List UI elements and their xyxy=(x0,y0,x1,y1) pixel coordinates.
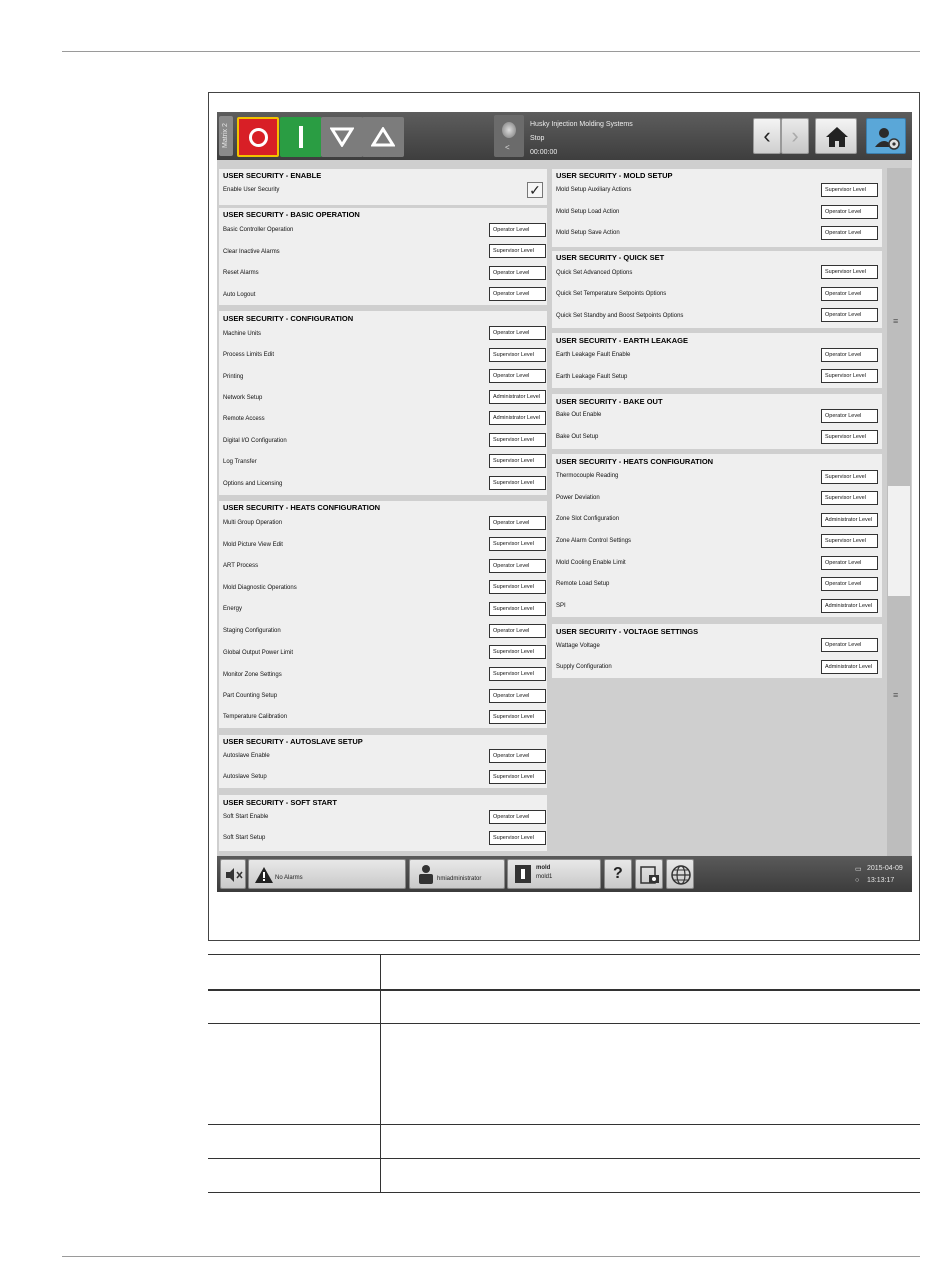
globe-icon xyxy=(667,860,695,890)
home-button[interactable] xyxy=(815,118,857,154)
section-title-voltage-settings: USER SECURITY - VOLTAGE SETTINGS xyxy=(556,627,699,636)
row-label: Autoslave Setup xyxy=(223,774,267,780)
mold-title-text: mold xyxy=(536,865,551,871)
section-title-autoslave-setup: USER SECURITY - AUTOSLAVE SETUP xyxy=(223,737,363,746)
current-user-text: hmiadministrator xyxy=(437,876,482,882)
level-select[interactable]: Administrator Level xyxy=(489,390,546,404)
row-label: Printing xyxy=(223,374,244,380)
page-footer-rule xyxy=(62,1256,920,1257)
row-label: Soft Start Setup xyxy=(223,835,266,841)
level-select[interactable]: Operator Level xyxy=(821,577,878,591)
level-select[interactable]: Supervisor Level xyxy=(489,770,546,784)
row-label: SPI xyxy=(556,603,566,609)
row-label: Bake Out Setup xyxy=(556,434,599,440)
row-label: Remote Load Setup xyxy=(556,581,610,587)
stop-icon xyxy=(249,128,268,147)
level-select[interactable]: Operator Level xyxy=(489,326,546,340)
table-row-rule xyxy=(208,1158,920,1159)
alarm-status-text: No Alarms xyxy=(275,875,303,881)
row-label: Zone Alarm Control Settings xyxy=(556,538,632,544)
chevron-right-icon: › xyxy=(791,123,799,148)
clock-icon: ○ xyxy=(855,877,860,884)
row-label: Temperature Calibration xyxy=(223,714,288,720)
level-select[interactable]: Supervisor Level xyxy=(489,580,546,594)
row-label: Clear Inactive Alarms xyxy=(223,249,280,255)
matrix-tab[interactable]: Matrix 2 xyxy=(219,116,233,156)
row-label: Bake Out Enable xyxy=(556,412,602,418)
level-select[interactable]: Operator Level xyxy=(821,226,878,240)
row-label: Mold Setup Save Action xyxy=(556,230,620,236)
table-bottom-rule xyxy=(208,1192,920,1193)
user-login-button[interactable] xyxy=(409,859,505,889)
row-label: Earth Leakage Fault Setup xyxy=(556,374,628,380)
row-label: Digital I/O Configuration xyxy=(223,438,287,444)
row-label: Quick Set Temperature Setpoints Options xyxy=(556,291,667,297)
section-title-soft-start: USER SECURITY - SOFT START xyxy=(223,798,337,807)
row-label: Network Setup xyxy=(223,395,263,401)
page-header-rule xyxy=(62,51,920,52)
level-select[interactable]: Supervisor Level xyxy=(489,348,546,362)
level-select[interactable]: Supervisor Level xyxy=(489,645,546,659)
table-column-divider xyxy=(380,954,381,1193)
row-label: Monitor Zone Settings xyxy=(223,672,282,678)
section-title-heats-configuration: USER SECURITY - HEATS CONFIGURATION xyxy=(223,503,381,512)
row-label: Mold Cooling Enable Limit xyxy=(556,560,626,566)
level-select[interactable]: Supervisor Level xyxy=(489,454,546,468)
mute-button[interactable] xyxy=(220,859,246,889)
mute-icon xyxy=(221,860,247,890)
level-select[interactable]: Administrator Level xyxy=(821,513,878,527)
level-select[interactable]: Supervisor Level xyxy=(489,602,546,616)
row-label: Process Limits Edit xyxy=(223,352,275,358)
level-select[interactable]: Operator Level xyxy=(489,369,546,383)
level-select[interactable]: Operator Level xyxy=(821,308,878,322)
mold-name-text: mold1 xyxy=(536,874,553,880)
level-select[interactable]: Supervisor Level xyxy=(821,369,878,383)
level-select[interactable]: Supervisor Level xyxy=(821,534,878,548)
bottom-bar xyxy=(217,856,912,892)
language-button[interactable] xyxy=(666,859,694,889)
machine-status-indicator[interactable] xyxy=(494,115,524,157)
row-label: Mold Picture View Edit xyxy=(223,542,283,548)
alarms-button[interactable] xyxy=(248,859,406,889)
level-select[interactable]: Supervisor Level xyxy=(821,430,878,444)
level-select[interactable]: Supervisor Level xyxy=(489,476,546,490)
scroll-thumb[interactable] xyxy=(888,486,910,596)
level-select[interactable]: Administrator Level xyxy=(489,411,546,425)
status-small-text: < xyxy=(505,143,510,152)
stop-button[interactable] xyxy=(237,117,279,157)
mold-button[interactable] xyxy=(507,859,601,889)
start-icon xyxy=(299,126,303,148)
row-label: Power Deviation xyxy=(556,495,600,501)
help-icon: ? xyxy=(613,865,623,882)
down-button[interactable] xyxy=(321,117,363,157)
check-icon: ✓ xyxy=(529,182,541,198)
row-label: Enable User Security xyxy=(223,187,280,193)
row-label: Mold Diagnostic Operations xyxy=(223,585,297,591)
table-rule xyxy=(208,954,920,955)
scroll-grip-icon: ≡ xyxy=(893,316,899,326)
row-label: Earth Leakage Fault Enable xyxy=(556,352,631,358)
table-header-rule xyxy=(208,989,920,991)
row-label: Part Counting Setup xyxy=(223,693,278,699)
level-select[interactable]: Operator Level xyxy=(489,624,546,638)
row-label: Wattage Voltage xyxy=(556,643,600,649)
section-title-configuration: USER SECURITY - CONFIGURATION xyxy=(223,314,354,323)
screenshot-icon xyxy=(636,860,664,890)
level-select[interactable]: Supervisor Level xyxy=(821,470,878,484)
level-select[interactable]: Supervisor Level xyxy=(821,183,878,197)
level-select[interactable]: Operator Level xyxy=(821,348,878,362)
level-select[interactable]: Supervisor Level xyxy=(489,537,546,551)
section-title-enable: USER SECURITY - ENABLE xyxy=(223,171,322,180)
row-label: Soft Start Enable xyxy=(223,814,269,820)
level-select[interactable]: Operator Level xyxy=(489,266,546,280)
enable-user-security-checkbox[interactable] xyxy=(527,182,543,198)
level-select[interactable]: Supervisor Level xyxy=(489,244,546,258)
user-security-button[interactable] xyxy=(866,118,906,154)
row-label: Options and Licensing xyxy=(223,481,283,487)
current-date: 2015-04-09 xyxy=(867,865,903,872)
level-select[interactable]: Operator Level xyxy=(489,749,546,763)
row-label: Remote Access xyxy=(223,416,265,422)
level-select[interactable]: Operator Level xyxy=(821,638,878,652)
row-label: Multi Group Operation xyxy=(223,520,283,526)
screenshot-button[interactable] xyxy=(635,859,663,889)
level-select[interactable]: Supervisor Level xyxy=(821,491,878,505)
level-select[interactable]: Administrator Level xyxy=(821,599,878,613)
row-label: Energy xyxy=(223,606,243,612)
row-label: Mold Setup Auxiliary Actions xyxy=(556,187,632,193)
level-select[interactable]: Supervisor Level xyxy=(489,433,546,447)
section-title-mold-setup: USER SECURITY - MOLD SETUP xyxy=(556,171,673,180)
status-lamp-icon xyxy=(502,122,516,138)
row-label: Reset Alarms xyxy=(223,270,259,276)
user-icon xyxy=(416,863,436,885)
level-select[interactable]: Operator Level xyxy=(489,223,546,237)
warning-icon xyxy=(254,865,274,885)
row-label: Mold Setup Load Action xyxy=(556,209,620,215)
level-select[interactable]: Operator Level xyxy=(489,810,546,824)
level-select[interactable]: Supervisor Level xyxy=(489,710,546,724)
hmi-screen xyxy=(217,112,912,892)
table-row-rule xyxy=(208,1023,920,1024)
home-icon xyxy=(816,119,858,155)
row-label: Autoslave Enable xyxy=(223,753,270,759)
row-label: Log Transfer xyxy=(223,459,257,465)
level-select[interactable]: Supervisor Level xyxy=(821,265,878,279)
help-button[interactable] xyxy=(604,859,632,889)
table-row-rule xyxy=(208,1124,920,1125)
row-label: Basic Controller Operation xyxy=(223,227,294,233)
user-settings-icon xyxy=(867,119,907,155)
section-title-earth-leakage: USER SECURITY - EARTH LEAKAGE xyxy=(556,336,688,345)
level-select[interactable]: Administrator Level xyxy=(821,660,878,674)
machine-state: Stop xyxy=(530,135,545,142)
section-title-basic-operation: USER SECURITY - BASIC OPERATION xyxy=(223,210,360,219)
chevron-left-icon: ‹ xyxy=(763,123,771,148)
level-select[interactable]: Operator Level xyxy=(489,689,546,703)
up-button[interactable] xyxy=(362,117,404,157)
level-select[interactable]: Supervisor Level xyxy=(489,831,546,845)
row-label: Zone Slot Configuration xyxy=(556,516,620,522)
row-label: ART Process xyxy=(223,563,259,569)
section-title-quick-set: USER SECURITY - QUICK SET xyxy=(556,253,665,262)
row-label: Supply Configuration xyxy=(556,664,612,670)
level-select[interactable]: Operator Level xyxy=(821,556,878,570)
start-button[interactable] xyxy=(280,117,322,157)
back-button[interactable] xyxy=(753,118,781,154)
cycle-timer: 00:00:00 xyxy=(530,149,558,156)
calendar-icon: ▭ xyxy=(855,866,862,873)
level-select[interactable]: Operator Level xyxy=(821,205,878,219)
row-label: Global Output Power Limit xyxy=(223,650,294,656)
level-select[interactable]: Operator Level xyxy=(489,287,546,301)
triangle-down-icon xyxy=(330,127,354,147)
level-select[interactable]: Operator Level xyxy=(489,516,546,530)
section-title-bake-out: USER SECURITY - BAKE OUT xyxy=(556,397,663,406)
triangle-up-icon xyxy=(371,127,395,147)
top-bar xyxy=(217,112,912,160)
company-name: Husky Injection Molding Systems xyxy=(530,121,633,128)
mold-icon xyxy=(513,863,533,885)
row-label: Quick Set Advanced Options xyxy=(556,270,633,276)
level-select[interactable]: Operator Level xyxy=(821,409,878,423)
row-label: Staging Configuration xyxy=(223,628,281,634)
scroll-grip-icon: ≡ xyxy=(893,690,899,700)
forward-button[interactable] xyxy=(781,118,809,154)
level-select[interactable]: Supervisor Level xyxy=(489,667,546,681)
row-label: Thermocouple Reading xyxy=(556,473,619,479)
level-select[interactable]: Operator Level xyxy=(821,287,878,301)
row-label: Quick Set Standby and Boost Setpoints Options xyxy=(556,313,684,319)
level-select[interactable]: Operator Level xyxy=(489,559,546,573)
row-label: Machine Units xyxy=(223,331,262,337)
vertical-scrollbar[interactable] xyxy=(887,168,911,856)
row-label: Auto Logout xyxy=(223,292,256,298)
section-title-heats-configuration: USER SECURITY - HEATS CONFIGURATION xyxy=(556,457,714,466)
current-time: 13:13:17 xyxy=(867,877,895,884)
